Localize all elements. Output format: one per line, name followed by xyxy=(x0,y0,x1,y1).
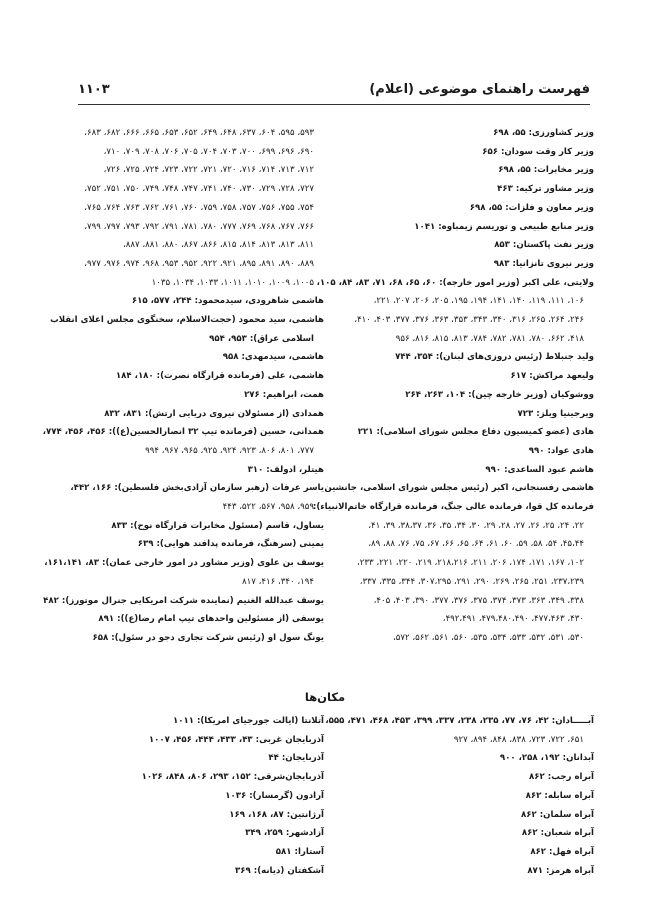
index-entry: ۷۵۴، ۷۵۵، ۷۵۶، ۷۵۷، ۷۵۸، ۷۵۹، ۷۶۰، ۷۶۱، ۷۶۲، ۷۶۳، ۷۶۴، ۷۶۵، xyxy=(84,202,314,213)
index-entry: یوسفی (از مسئولین واحدهای تیپ امام رضا(ع)): ۸۹۱ xyxy=(98,614,324,625)
index-column-right xyxy=(312,124,594,648)
index-entry: همدادی (از مسئولان نیروی دریایی ارتش): ۸۳۱، ۸۳۲ xyxy=(104,408,324,419)
index-entry: وزیر مشاور ترکیه: ۴۶۳ xyxy=(497,184,594,195)
index-entry: وزیر نفت پاکستان: ۸۵۳ xyxy=(494,240,594,251)
index-entry: آذربایجان‌شرقی: ۱۵۲، ۲۹۳، ۸۰۶، ۸۴۸، ۱۰۲۶ xyxy=(141,772,324,783)
index-entry: وزیر نیروی تانزانیا: ۹۸۳ xyxy=(493,258,594,269)
index-entry: همت، ابراهیم: ۲۷۶ xyxy=(244,389,324,400)
places-column-right xyxy=(325,712,594,880)
index-entry: هادی عواد: ۹۹۰ xyxy=(528,445,594,456)
index-entry: هاشمی شاهرودی، سیدمحمود: ۲۴۴، ۵۷۷، ۶۱۵ xyxy=(131,296,324,307)
index-entry: وزیر کار وقت سودان: ۶۵۶ xyxy=(482,146,594,157)
index-entry: ویرجینیا ویلز: ۷۲۳ xyxy=(517,408,594,419)
index-entry: آذربایجان غربی: ۴۳، ۴۳۳، ۴۴۴، ۴۵۶، ۱۰۰۷ xyxy=(148,734,324,745)
index-entry: آبدانان: ۱۹۲، ۲۵۸، ۹۰۰ xyxy=(499,753,594,764)
index-entry: آبراه فهل: ۸۶۲ xyxy=(530,846,594,857)
index-entry: هاشمی، علی (فرمانده قرارگاه نصرت): ۱۸۰، ۱۸۴ xyxy=(115,371,324,382)
index-entry: ۱۰۶، ۱۱۱، ۱۱۹، ۱۴۰، ۱۴۱، ۱۹۴، ۱۹۵، ۲۰۵، ۲۰۶، ۲۰۷، ۲۲۱، xyxy=(373,296,584,307)
index-entry: هاشمی، سید محمود (حجت‌الاسلام، سخنگوی مجلس اعلای انقلاب xyxy=(50,315,324,326)
index-entry: ووشوکیان (وزیر خارجه چین): ۱۰۴، ۲۶۳، ۲۶۴ xyxy=(405,389,594,400)
index-entry: آزادشهر: ۲۵۹، ۳۴۹ xyxy=(245,828,324,839)
index-entry: آبراه سلمان: ۸۶۲ xyxy=(521,809,594,820)
index-entry: ۴۳۰، ۴۷۷،۴۶۳، ۴۷۹،۴۸۰،۴۹۰، ۴۹۲،۴۹۱، xyxy=(442,614,584,625)
places-column-left xyxy=(70,712,324,880)
index-entry: اسلامی عراق): ۹۵۳، ۹۵۴ xyxy=(209,333,314,344)
index-entry: یمینی (سرهنگ، فرمانده پدافند هوایی): ۶۳۹ xyxy=(137,539,324,550)
index-entry: ۳۳۸، ۳۴۹، ۳۶۳، ۳۷۳، ۳۷۴، ۳۷۵، ۳۷۶، ۳۷۷، ۳۹۰، ۴۰۳، ۴۰۵، xyxy=(373,595,584,606)
index-entry: ۵۳۰، ۵۳۱، ۵۳۲، ۵۳۳، ۵۳۴، ۵۳۵، ۵۶۰، ۵۶۱، ۵۶۲، ۵۷۲، xyxy=(392,632,584,643)
index-entry: ۱۰۲، ۱۶۷، ۱۷۱، ۱۷۴، ۲۰۶، ۲۱۱، ۲۱۸،۲۱۶، ۲۱۹، ۲۲۰، ۲۲۱، ۲۳۳، xyxy=(357,558,584,569)
index-entry: یوسف بن علوی (وزیر مشاور در امور خارجی عمان): ۸۳، ۱۶۱،۱۴۱، xyxy=(44,558,324,569)
index-entry: وزیر کشاورزی: ۵۵، ۶۹۸ xyxy=(493,128,594,138)
index-entry: هاشم عبود الساعدی: ۹۹۰ xyxy=(485,464,594,475)
index-entry: ۶۹۰، ۶۹۶، ۶۹۹، ۷۰۰، ۷۰۳، ۷۰۴، ۷۰۵، ۷۰۶، ۷۰۸، ۷۰۹، ۷۱۰، xyxy=(103,146,314,157)
index-entry: آشکفتان (دیانه): ۳۶۹ xyxy=(235,865,324,876)
index-entry: هیتلر، ادولف: ۳۱۰ xyxy=(247,464,324,475)
index-entry: ۹۵۹، ۹۵۸، ۵۶۷، ۵۲۲، ۴۴۳ xyxy=(222,502,314,513)
index-entry: ۵۹۳، ۵۹۵، ۶۰۴، ۶۳۷، ۶۴۸، ۶۴۹، ۶۵۲، ۶۵۳، ۶۶۵، ۶۶۶، ۶۸۲، ۶۸۳، xyxy=(84,128,314,138)
page-number: ۱۱۰۳ xyxy=(78,82,110,97)
index-column-left xyxy=(42,124,324,648)
index-entry: وزیر مخابرات: ۵۵، ۶۹۸ xyxy=(498,165,594,176)
index-entry: آبراه شعبان: ۸۶۲ xyxy=(521,828,594,839)
index-entry: ۸۸۹، ۸۹۰، ۸۹۱، ۸۹۵، ۹۲۱، ۹۲۲، ۹۵۲، ۹۵۳، ۹۶۸، ۹۷۴، ۹۷۶، ۹۷۷، xyxy=(84,258,314,269)
index-entry: ۷۷۷، ۸۰۱، ۸۰۶، ۹۲۳، ۹۲۴، ۹۲۵، ۹۶۵، ۹۶۷، ۹۹۴ xyxy=(145,445,314,456)
index-entry: یونگ سول او (رئیس شرکت تجاری دجو در سئول): ۶۵۸ xyxy=(92,632,324,643)
index-entry: آستارا: ۵۸۱ xyxy=(275,846,324,857)
index-entry: یوسف عبدالله الغنیم (نماینده شرکت امریکایی جنرال موتورز): ۴۸۲ xyxy=(43,595,324,606)
index-entry: ۲۳۷،۲۳۹، ۲۵۱، ۲۶۵، ۲۶۹، ۲۹۰، ۲۹۱، ۳۰۷،۲۹۵، ۳۴۴، ۳۳۵، ۳۳۷، xyxy=(359,576,584,587)
index-entry: فرمانده کل قوا، فرمانده عالی جنگ، فرمانده قرارگاه خاتم‌الانبیاء): xyxy=(312,502,594,513)
index-entry: همدانی، حسین (فرمانده تیپ ۳۲ انصارالحسین(ع)): ۴۵۶، ۴۵۶، ۷۷۴، xyxy=(42,427,324,438)
index-entry: ۴۵،۴۴، ۵۴، ۵۸، ۵۹، ۶۰، ۶۱، ۶۴، ۶۵، ۶۶، ۶۷، ۷۵، ۷۶، ۸۸، ۸۹، xyxy=(368,539,584,550)
index-entry: آذربایجان: ۴۴ xyxy=(268,753,324,764)
index-entry: وزیر منابع طبیعی و توریسم زیمباوه: ۱۰۴۱ xyxy=(414,221,594,232)
index-entry: آرژانتین: ۸۷، ۱۶۸، ۱۶۹ xyxy=(229,809,324,820)
index-entry: ۲۴۶، ۲۶۴، ۲۶۵، ۳۱۶، ۳۴۰، ۳۴۳، ۳۵۳، ۳۶۳، ۳۷۶، ۳۷۷، ۴۰۳، ۴۱۰، xyxy=(354,315,584,326)
index-entry: هاشمی رفسنجانی، اکبر (رئیس مجلس شورای اسلامی، جانشین xyxy=(324,483,594,494)
index-entry: ۲۲، ۲۴، ۲۵، ۲۶، ۲۷، ۲۸، ۲۹، ۳۰، ۳۴، ۳۵، ۳۶، ۳۸،۳۷، ۳۹، ۴۱، xyxy=(368,520,584,531)
index-entry: ولیعهد مراکش: ۶۱۷ xyxy=(510,371,594,382)
index-entry: ولایتی، علی اکبر (وزیر امور خارجه): ۶۰، ۶۵، ۶۸، ۷۱، ۸۳، ۸۴، ۱۰۵، xyxy=(316,277,594,288)
index-entry: یاسر عرفات (رهبر سازمان آزادی‌بخش فلسطین): ۱۶۶، ۴۴۲، xyxy=(70,483,324,494)
index-entry: یساول، قاسم (مسئول مخابرات قرارگاه نوح): ۸۳۳ xyxy=(111,520,324,531)
index-entry: آرادون (گرمسار): ۱۰۳۶ xyxy=(225,790,324,801)
index-entry: آبراه رجب: ۸۶۲ xyxy=(529,772,594,783)
index-entry: هاشمی، سیدمهدی: ۹۵۸ xyxy=(222,352,324,363)
index-entry: وزیر معاون و فلزات: ۵۵، ۶۹۸ xyxy=(469,202,594,213)
index-entry: ۴۱۸، ۶۶۲، ۷۸۰، ۷۸۱، ۷۸۲، ۷۸۴، ۸۱۳، ۸۱۵، ۸۱۶، ۹۵۶ xyxy=(395,333,584,344)
index-entry: ۷۶۶، ۷۶۷، ۷۶۸، ۷۶۹، ۷۷۷، ۷۸۰، ۷۸۱، ۷۹۱، ۷۹۲، ۷۹۳، ۷۹۷، ۷۹۹، xyxy=(84,221,314,232)
page-title: فهرست راهنمای موضوعی (اعلام) xyxy=(369,82,590,97)
index-entry: ۶۵۱، ۷۲۲، ۷۲۳، ۸۳۸، ۸۴۸، ۸۹۴، ۹۲۷ xyxy=(453,734,584,745)
index-entry: هادی (عضو کمیسیون دفاع مجلس شورای اسلامی): ۲۲۱ xyxy=(357,427,594,438)
page-header xyxy=(78,82,590,105)
index-entry: آتلانتا (ایالت جورجیای امریکا): ۱۰۱۱ xyxy=(172,716,324,726)
index-entry: ۱۰۰۵، ۱۰۰۹، ۱۰۱۰، ۱۰۱۱، ۱۰۳۳، ۱۰۳۴، ۱۰۳۵ xyxy=(151,277,314,288)
index-entry: آبـــــادان: ۴۲، ۷۶، ۷۷، ۲۳۵، ۲۳۸، ۳۳۷، ۳۹۹، ۴۵۳، ۴۶۸، ۴۷۱، ۵۵۵، xyxy=(325,716,594,726)
index-entry: آبراه هرمز: ۸۷۱ xyxy=(527,865,594,876)
index-entry: ۱۹۴، ۳۴۰، ۴۱۶، ۸۱۷ xyxy=(242,576,314,587)
index-entry: ۷۱۲، ۷۱۳، ۷۱۴، ۷۱۶، ۷۲۰، ۷۲۱، ۷۲۲، ۷۲۳، ۷۲۴، ۷۲۵، ۷۲۶، xyxy=(103,165,314,176)
index-entry: آبراه سابله: ۸۶۲ xyxy=(525,790,594,801)
index-entry: ۸۱۱، ۸۱۳، ۸۱۳، ۸۱۴، ۸۱۵، ۸۶۶، ۸۶۷، ۸۸۰، ۸۸۱، ۸۸۷، xyxy=(122,240,314,251)
index-entry: ولید جنبلاط (رئیس دروزی‌های لبنان): ۳۵۴، ۷۴۴ xyxy=(395,352,594,363)
section-heading-places: مکان‌ها xyxy=(304,690,346,704)
index-entry: ۷۲۷، ۷۲۸، ۷۲۹، ۷۳۰، ۷۴۰، ۷۴۱، ۷۴۷، ۷۴۸، ۷۴۹، ۷۵۰، ۷۵۱، ۷۵۲، xyxy=(84,184,314,195)
